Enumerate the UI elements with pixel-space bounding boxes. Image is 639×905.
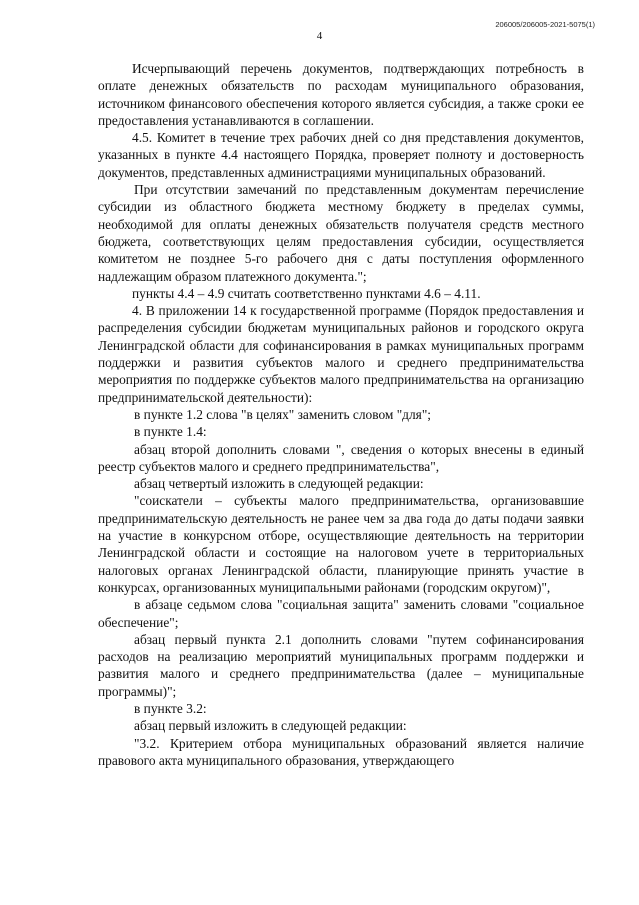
- paragraph: 4.5. Комитет в течение трех рабочих дней со дня представления документов, указанных в пункте 4.4 настоящего Порядка, проверяет полноту и достоверность документов, представленных администрациями муниципальных образований.: [98, 130, 584, 180]
- page-number: 4: [316, 30, 323, 42]
- paragraph: "соискатели – субъекты малого предпринимательства, организовавшие предпринимательскую деятельность не ранее чем за два года до даты подачи заявки на участие в конкурсном отборе, осуществляющие деятельность на территории Ленинградской области и состоящие на налоговом учете в территориальных налоговых органах Ленинградской области, планирующие принять участие в конкурсах, организованных муниципальными районами (городским округом)",: [98, 493, 584, 595]
- paragraph: 4. В приложении 14 к государственной программе (Порядок предоставления и распределения субсидии бюджетам муниципальных районов и городского округа Ленинградской области для софинансирования в рамках муниципальных программ поддержки и развития субъектов малого и среднего предпринимательства мероприятия по поддержке субъектов малого предпринимательства на организацию предпринимательской деятельности):: [98, 303, 584, 405]
- paragraph: в абзаце седьмом слова "социальная защита" заменить словами "социальное обеспечение";: [98, 597, 584, 630]
- document-id: 206005/206005-2021-5075(1): [495, 20, 595, 29]
- paragraph: абзац четвертый изложить в следующей редакции:: [134, 476, 424, 492]
- paragraph: При отсутствии замечаний по представленным документам перечисление субсидии из областного бюджета местному бюджету в пределах суммы, необходимой для оплаты денежных обязательств получателя средств местного бюджета, соответствующих целям предоставления субсидии, осуществляется комитетом не позднее 5-го рабочего дня с даты поступления оформленного надлежащим образом платежного документа.";: [98, 182, 584, 284]
- paragraph: в пункте 1.4:: [134, 424, 207, 440]
- document-body: [98, 60, 584, 769]
- paragraph: в пункте 3.2:: [134, 700, 207, 716]
- paragraph: в пункте 1.2 слова "в целях" заменить словом "для";: [134, 406, 432, 422]
- paragraph: абзац первый изложить в следующей редакции:: [134, 718, 407, 734]
- paragraph: "3.2. Критерием отбора муниципальных образований является наличие правового акта муниципального образования, утверждающего: [98, 735, 584, 768]
- paragraph: абзац второй дополнить словами ", сведения о которых внесены в единый реестр субъектов малого и среднего предпринимательства",: [98, 441, 584, 474]
- paragraph: Исчерпывающий перечень документов, подтверждающих потребность в оплате денежных обязательств по расходам муниципального образования, источником финансового обеспечения которого является субсидия, а также сроки ее предоставления устанавливаются в соглашении.: [98, 61, 584, 128]
- paragraph: пункты 4.4 – 4.9 считать соответственно пунктами 4.6 – 4.11.: [132, 285, 481, 301]
- paragraph: абзац первый пункта 2.1 дополнить словами "путем софинансирования расходов на реализацию мероприятий муниципальных программ поддержки и развития малого и среднего предпринимательства (далее – муниципальные программы)";: [98, 631, 584, 699]
